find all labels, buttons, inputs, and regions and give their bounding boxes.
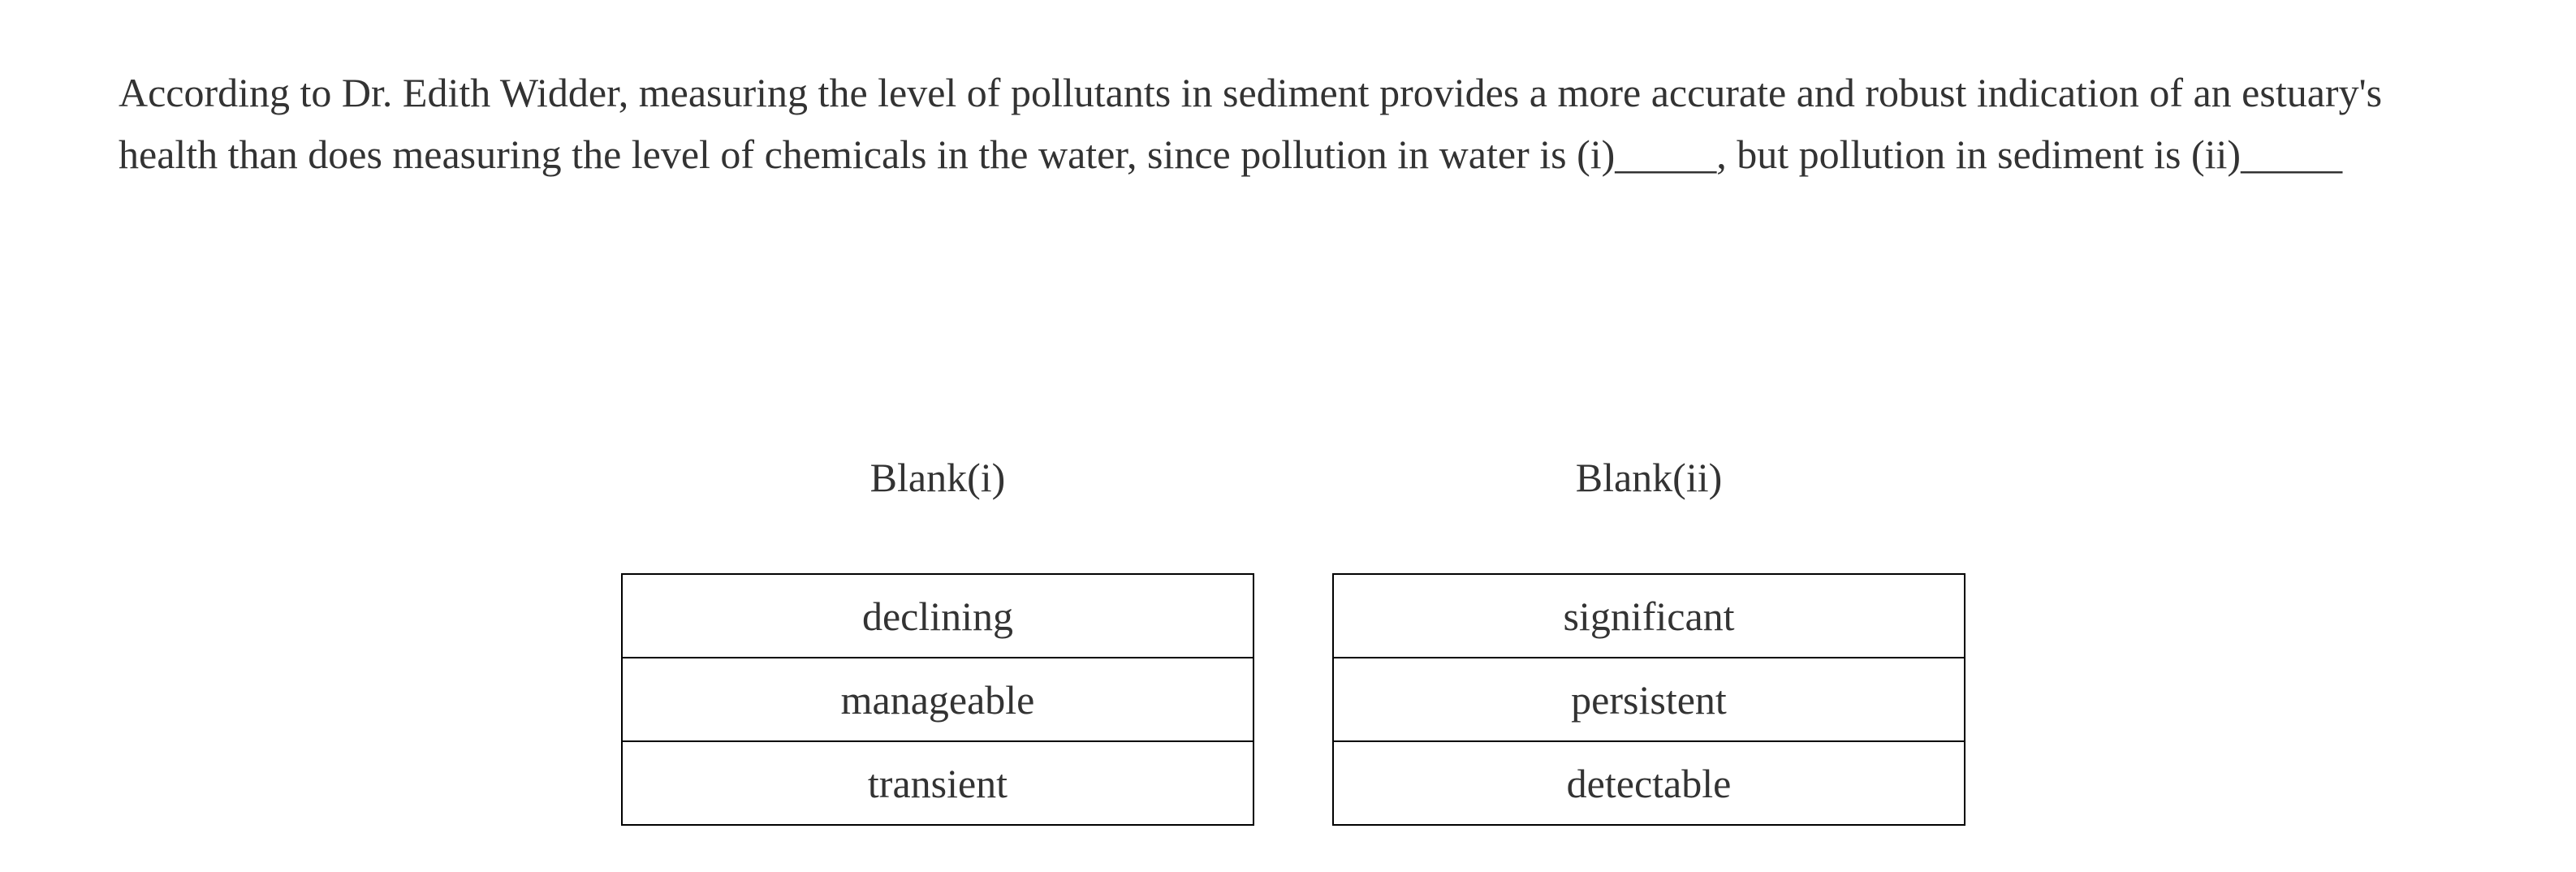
blank-i-option-manageable[interactable]: manageable	[623, 657, 1253, 740]
answer-columns	[621, 447, 1965, 826]
blank-i-title: Blank(i)	[869, 455, 1006, 500]
blank-ii-column	[1332, 447, 1965, 826]
question-text: According to Dr. Edith Widder, measuring the level of pollutants in sediment provides a more accurate and robust indication of an estuary's health than does measuring the level of chemicals in the water, since pollution in water is (i)_____, but pollution in sediment is (ii)_____	[119, 70, 2383, 177]
blank-i-column	[621, 447, 1254, 826]
blank-i-option-declining[interactable]: declining	[623, 575, 1253, 657]
blank-ii-choices	[1332, 573, 1965, 826]
blank-ii-option-detectable[interactable]: detectable	[1334, 740, 1964, 824]
blank-i-choices	[621, 573, 1254, 826]
blank-ii-option-persistent[interactable]: persistent	[1334, 657, 1964, 740]
blank-ii-option-significant[interactable]: significant	[1334, 575, 1964, 657]
blank-ii-title: Blank(ii)	[1575, 455, 1723, 500]
blank-i-option-transient[interactable]: transient	[623, 740, 1253, 824]
